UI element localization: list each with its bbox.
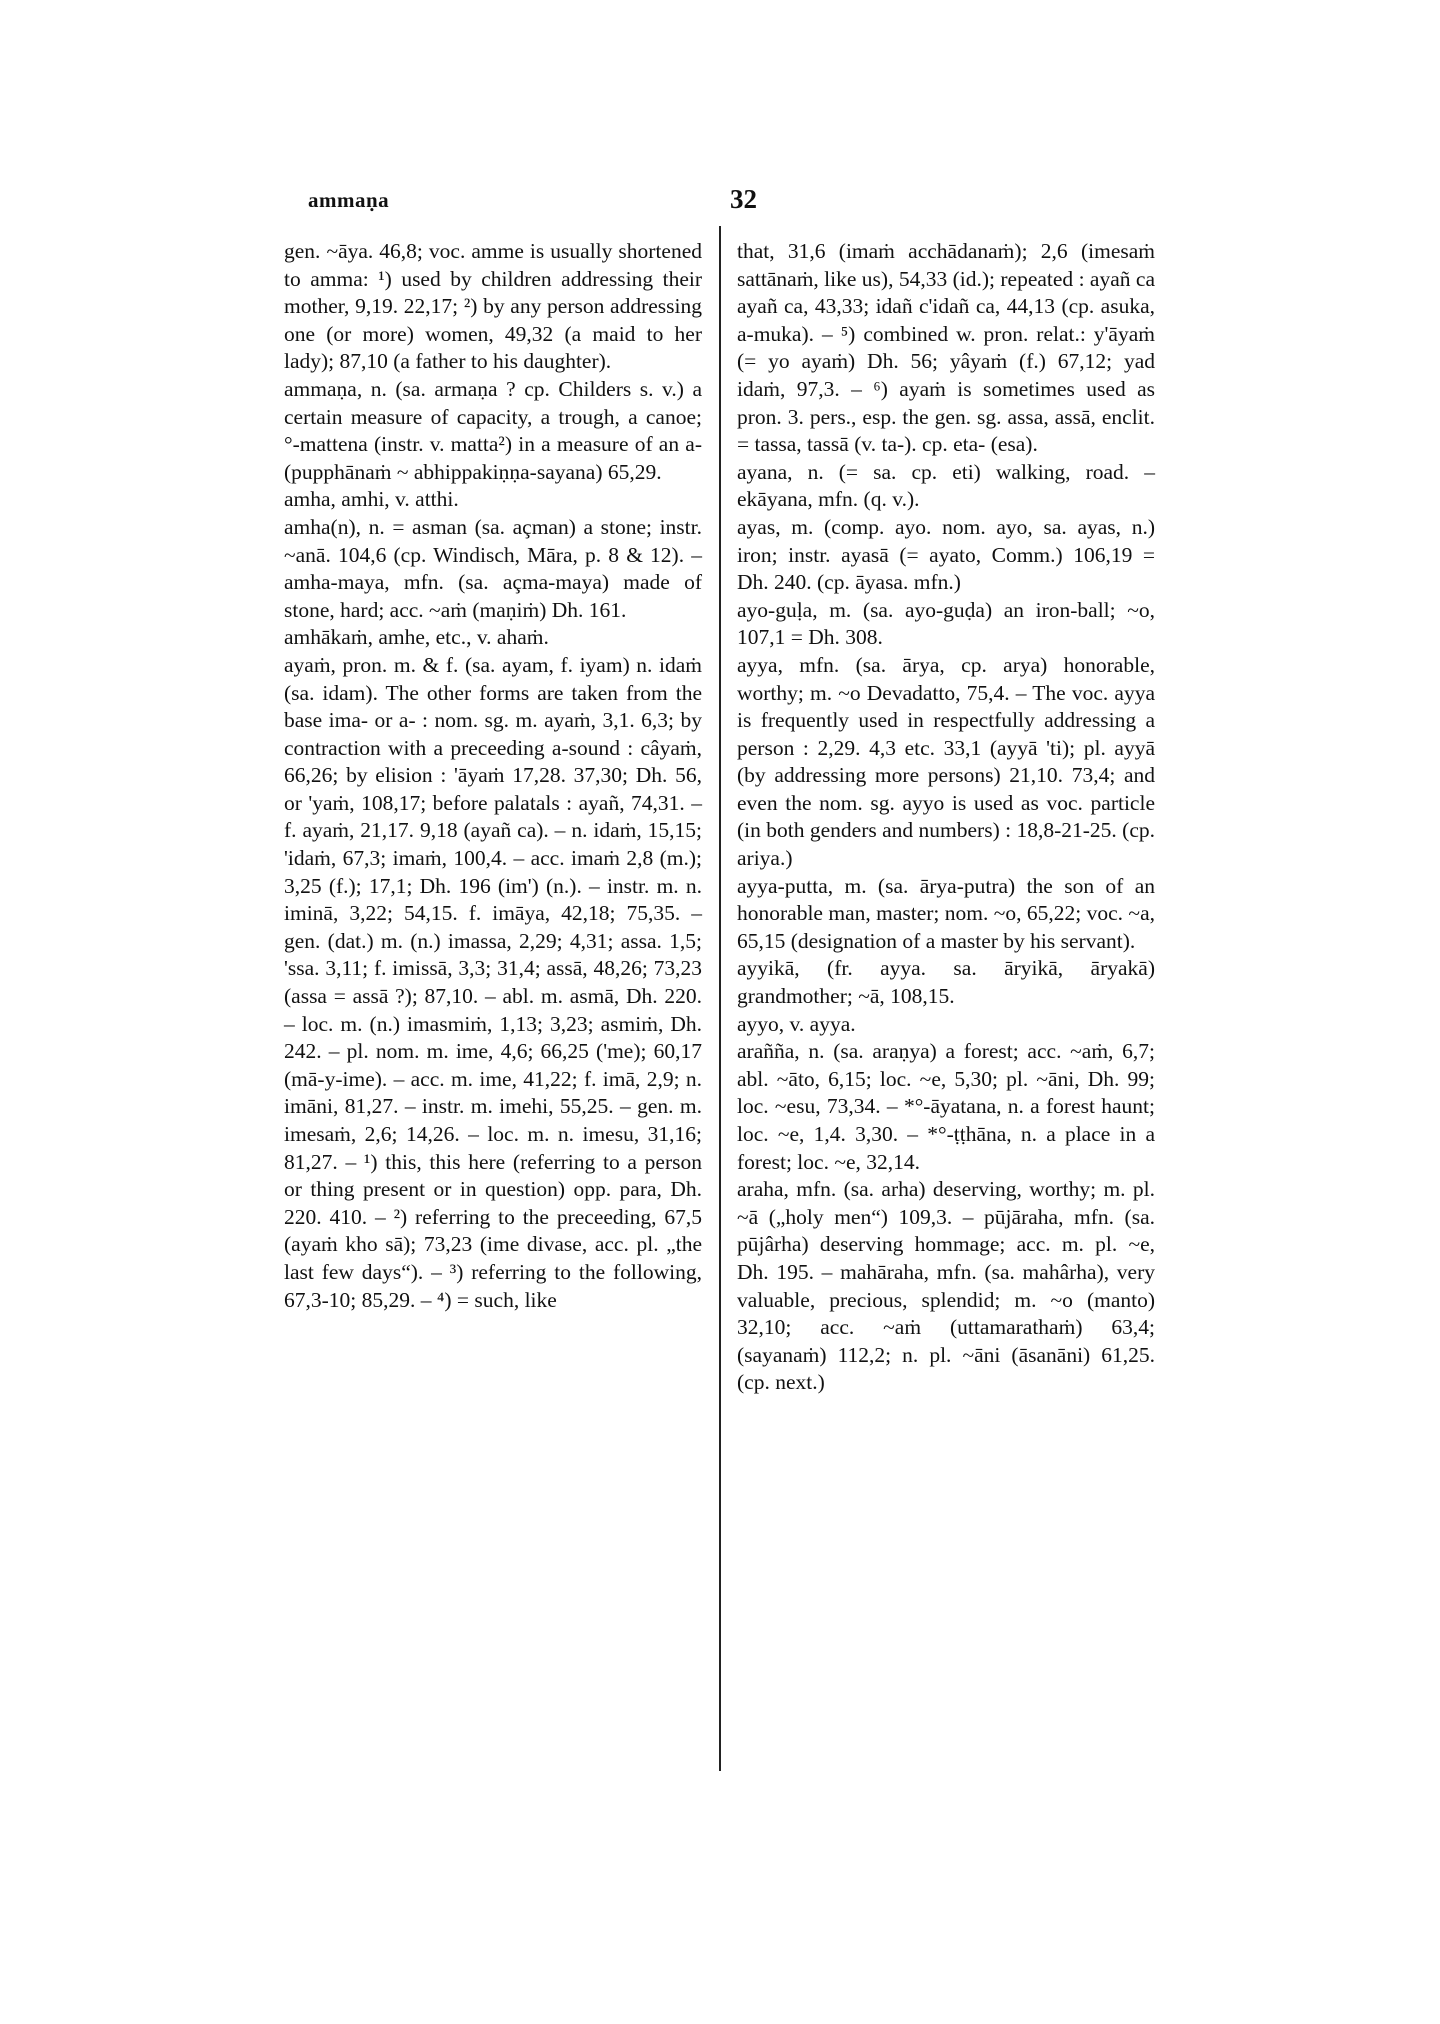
entry-ayo-gula: ayo-guḷa, m. (sa. ayo-guḍa) an iron-ball; ~o, 107,1 = Dh. 308. (737, 597, 1155, 650)
left-column (284, 238, 702, 1314)
page-number: 32 (730, 184, 757, 214)
entry-ayam-continuation: that, 31,6 (imaṁ acchādanaṁ); 2,6 (imesaṁ sattānaṁ, like us), 54,33 (id.); repeated : ayañ ca ayañ ca, 43,33; idañ c'idañ ca, 44,13 (cp. asuka, a-muka). – ⁵) combined w. pron. relat.: y'āyaṁ (= yo ayaṁ) Dh. 56; yâyaṁ (f.) 67,12; yad idaṁ, 97,3. – ⁶) ayaṁ is sometimes used as pron. 3. pers., esp. the gen. sg. assa, assā, enclit. = tassa, tassā (v. ta-). cp. eta- (esa). (737, 239, 1155, 457)
entry-amhakam: amhākaṁ, amhe, etc., v. ahaṁ. (284, 625, 549, 650)
entry-amhan: amha(n), n. = asman (sa. açman) a stone; instr. ~anā. 104,6 (cp. Windisch, Māra, p. 8 & 12). – amha-maya, mfn. (sa. açma-maya) made of stone, hard; acc. ~aṁ (maṇiṁ) Dh. 161. (284, 514, 702, 622)
entry-araha: araha, mfn. (sa. arha) deserving, worthy; m. pl. ~ā („holy men“) 109,3. – pūjāraha, mfn. (sa. pūjârha) deserving hommage; acc. m. pl. ~e, Dh. 195. – mahāraha, mfn. (sa. mahârha), very valuable, precious, splendid; m. ~o (manto) 32,10; acc. ~aṁ (uttamarathaṁ) 63,4; (sayanaṁ) 112,2; n. pl. ~āni (āsanāni) 61,25. (cp. next.) (737, 1177, 1155, 1395)
running-head-word: ammaṇa (308, 188, 390, 212)
entry-ayana: ayana, n. (= sa. cp. eti) walking, road. – ekāyana, mfn. (q. v.). (737, 459, 1155, 512)
entry-ayyo: ayyo, v. ayya. (737, 1011, 856, 1036)
column-divider (719, 226, 721, 1771)
entry-amha-amhi: amha, amhi, v. atthi. (284, 487, 459, 512)
entry-ayya-putta: ayya-putta, m. (sa. ārya-putra) the son of an honorable man, master; nom. ~o, 65,22; voc. ~a, 65,15 (designation of a master by his servant). (737, 873, 1155, 953)
entry-ammana: ammaṇa, n. (sa. armaṇa ? cp. Childers s. v.) a certain measure of capacity, a trough, a canoe; °-mattena (instr. v. matta²) in a measure of an a-(pupphānaṁ ~ abhippakiṇṇa-sayana) 65,29. (284, 376, 702, 484)
entry-aranna: arañña, n. (sa. araṇya) a forest; acc. ~aṁ, 6,7; abl. ~āto, 6,15; loc. ~e, 5,30; pl. ~āni, Dh. 99; loc. ~esu, 73,34. – *°-āyatana, n. a forest haunt; loc. ~e, 1,4. 3,30. – *°-ṭṭhāna, n. a place in a forest; loc. ~e, 32,14. (737, 1039, 1155, 1174)
page-header (300, 184, 1140, 218)
entry-continuation: gen. ~āya. 46,8; voc. amme is usually shortened to amma: ¹) used by children addressing their mother, 9,19. 22,17; ²) by any person addressing one (or more) women, 49,32 (a maid to her lady); 87,10 (a father to his daughter). (284, 239, 702, 374)
entry-ayyika: ayyikā, (fr. ayya. sa. āryikā, āryakā) grandmother; ~ā, 108,15. (737, 956, 1155, 1009)
entry-ayas: ayas, m. (comp. ayo. nom. ayo, sa. ayas, n.) iron; instr. ayasā (= ayato, Comm.) 106,19 = Dh. 240. (cp. āyasa. mfn.) (737, 514, 1155, 595)
right-column (737, 238, 1155, 1397)
entry-ayya: ayya, mfn. (sa. ārya, cp. arya) honorable, worthy; m. ~o Devadatto, 75,4. – The voc. ayya is frequently used in respectfully addressing a person : 2,29. 4,3 etc. 33,1 (ayyā 'ti); pl. ayyā (by addressing more persons) 21,10. 73,4; and even the nom. sg. ayyo is used as voc. particle (in both genders and numbers) : 18,8-21-25. (cp. ariya.) (737, 652, 1155, 871)
entry-ayam: ayaṁ, pron. m. & f. (sa. ayam, f. iyam) n. idaṁ (sa. idam). The other forms are taken from the base ima- or a- : nom. sg. m. ayaṁ, 3,1. 6,3; by contraction with a preceeding a-sound : câyaṁ, 66,26; by elision : 'āyaṁ 17,28. 37,30; Dh. 56, or 'yaṁ, 108,17; before palatals : ayañ, 74,31. – f. ayaṁ, 21,17. 9,18 (ayañ ca). – n. idaṁ, 15,15; 'idaṁ, 67,3; imaṁ, 100,4. – acc. imaṁ 2,8 (m.); 3,25 (f.); 17,1; Dh. 196 (im') (n.). – instr. m. n. iminā, 3,22; 54,15. f. imāya, 42,18; 75,35. – gen. (dat.) m. (n.) imassa, 2,29; 4,31; assa. 1,5; 'ssa. 3,11; f. imissā, 3,3; 31,4; assā, 48,26; 73,23 (assa = assā ?); 87,10. – abl. m. asmā, Dh. 220. – loc. m. (n.) imasmiṁ, 1,13; 3,23; asmiṁ, Dh. 242. – pl. nom. m. ime, 4,6; 66,25 ('me); 60,17 (mā-y-ime). – acc. m. ime, 41,22; f. imā, 2,9; n. imāni, 81,27. – instr. m. imehi, 55,25. – gen. m. imesaṁ, 2,6; 14,26. – loc. m. n. imesu, 31,16; 81,27. – ¹) this, this here (referring to a person or thing present or in question) opp. para, Dh. 220. 410. – ²) referring to the preceeding, 67,5 (ayaṁ kho sā); 73,23 (ime divase, acc. pl. „the last few days“). – ³) referring to the following, 67,3-10; 85,29. – ⁴) = such, like (284, 652, 702, 1312)
